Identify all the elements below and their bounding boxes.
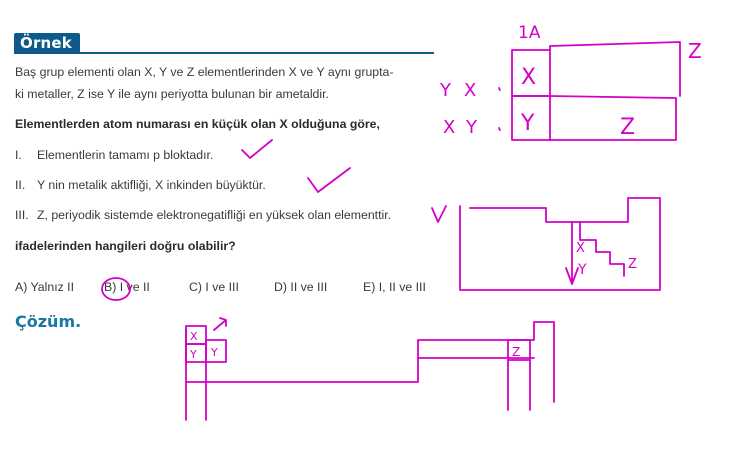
staircase-z: Z (628, 257, 637, 272)
option-e[interactable]: E) I, II ve III (363, 280, 426, 294)
check-mark-3 (432, 206, 446, 222)
question-prompt: ifadelerinden hangileri doğru olabilir? (15, 239, 236, 253)
staircase-line (580, 222, 624, 276)
statement-text: Elementlerin tamamı p bloktadır. (37, 148, 214, 162)
cell-y-label: Y (521, 111, 535, 136)
small-arrow (214, 318, 226, 330)
row-x-mark-2: X (443, 117, 456, 138)
statement-number: I. (15, 148, 22, 162)
statement-number: III. (15, 208, 29, 222)
option-c[interactable]: C) I ve III (189, 280, 239, 294)
statement-number: II. (15, 178, 26, 192)
bottom-table-outline (186, 322, 554, 420)
bottom-y2-label: Y (211, 346, 218, 359)
periodic-table-sketch (460, 198, 660, 290)
option-a[interactable]: A) Yalnız II (15, 280, 75, 294)
dot-mark (499, 128, 500, 130)
intro-line-2: ki metaller, Z ise Y ile aynı periyotta bulunan bir ametaldir. (15, 87, 329, 101)
statement-text: Y nin metalik aktifliği, X inkinden büyüktür. (37, 178, 266, 192)
bottom-x-label: X (190, 330, 198, 343)
group-label-1a: 1A (518, 23, 541, 43)
row-x-mark: X (464, 80, 477, 101)
option-b[interactable]: B) I ve II (104, 280, 150, 294)
bottom-y-label: Y (190, 348, 197, 361)
check-mark-1 (242, 140, 272, 158)
dot-mark (499, 88, 500, 90)
z-side-label: Z (688, 39, 702, 63)
example-badge: Örnek (14, 33, 80, 54)
statement-text: Z, periyodik sistemde elektronegatifliği en yüksek olan elementtir. (37, 208, 392, 222)
staircase-x: X (576, 241, 585, 256)
intro-line-1: Baş grup elementi olan X, Y ve Z elementlerinden X ve Y aynı grupta- (15, 65, 394, 79)
row-y-mark-2: Y (466, 117, 477, 138)
row-y-mark: Y (440, 80, 451, 101)
cell-z-label: Z (620, 115, 636, 140)
condition-text: Elementlerden atom numarası en küçük olan X olduğuna göre, (15, 117, 380, 131)
check-mark-2 (308, 168, 350, 192)
option-d[interactable]: D) II ve III (274, 280, 328, 294)
cell-x-label: X (521, 65, 537, 90)
solution-title: Çözüm. (15, 312, 82, 331)
lower-row-outline (550, 96, 676, 140)
upper-row-outline (550, 42, 680, 96)
bottom-z-label: Z (512, 345, 521, 359)
answer-circle (102, 278, 130, 300)
staircase-y: Y (578, 262, 587, 278)
